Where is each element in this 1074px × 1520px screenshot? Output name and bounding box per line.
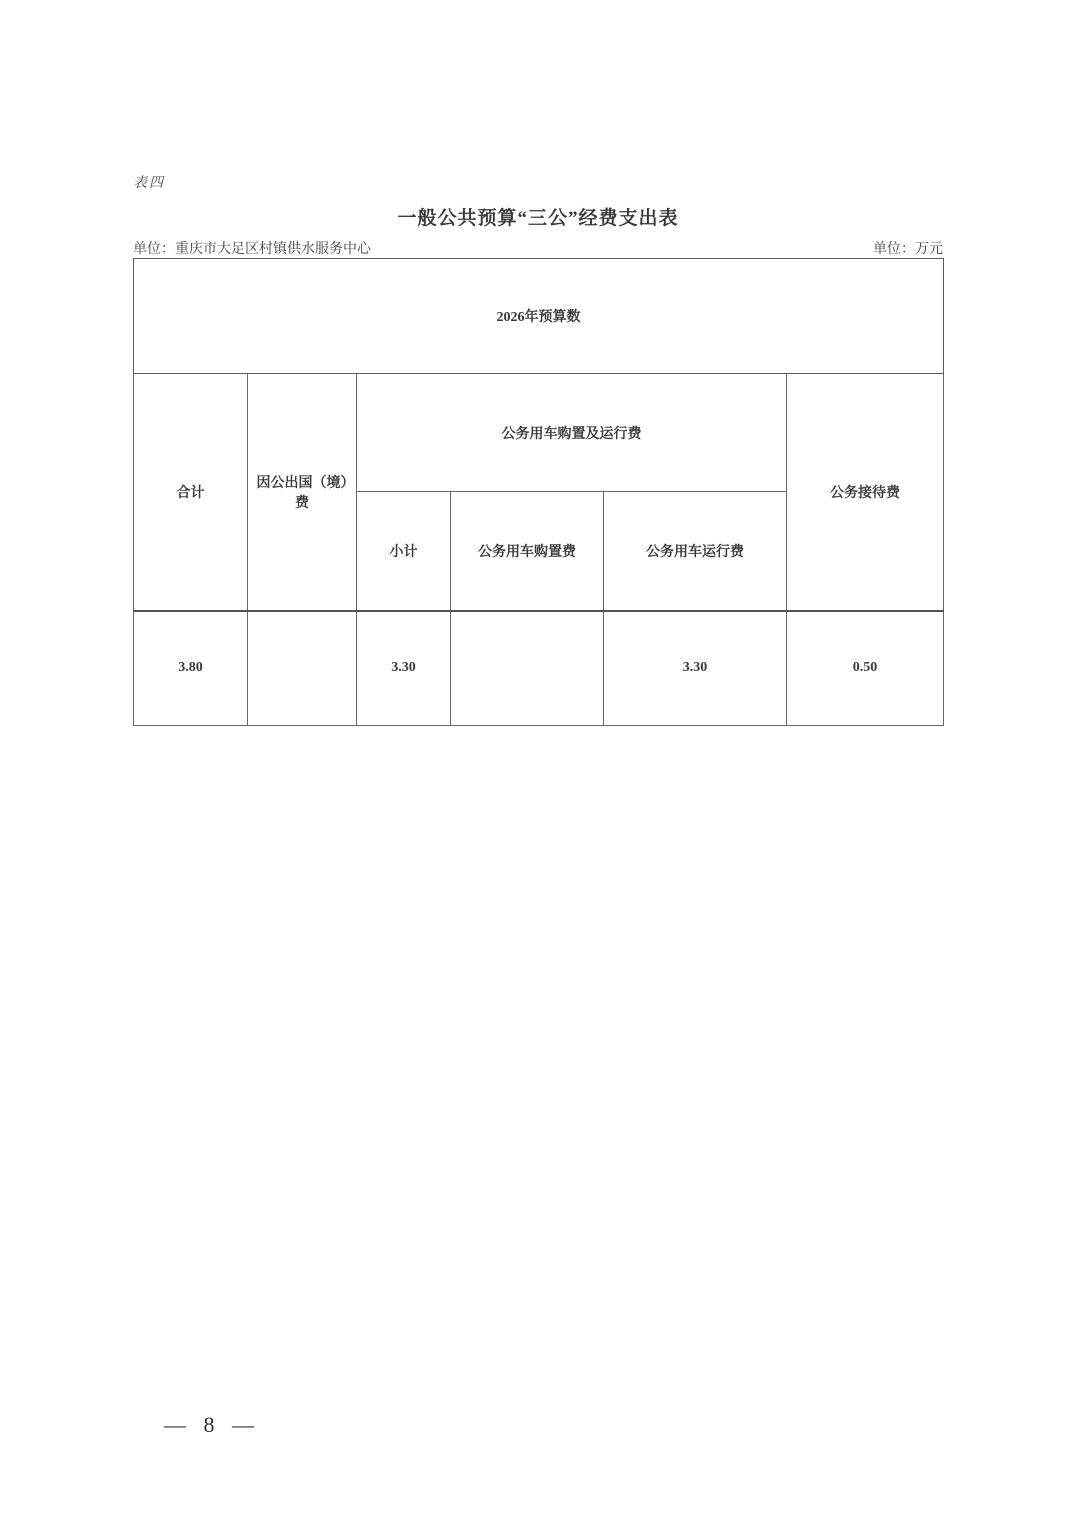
- data-cell-total: 3.80: [134, 611, 248, 726]
- header-cell-vehicle-subtotal: 小计: [357, 492, 451, 611]
- header-cell-vehicle-operation: 公务用车运行费: [604, 492, 787, 611]
- page-title: 一般公共预算“三公”经费支出表: [397, 208, 679, 229]
- data-cell-reception: 0.50: [787, 611, 944, 726]
- meta-row: [133, 238, 943, 258]
- currency-unit-label: 单位：万元: [873, 242, 943, 257]
- data-cell-abroad: [248, 611, 357, 726]
- org-unit-label: 单位：重庆市大足区村镇供水服务中心: [133, 242, 371, 257]
- header-cell-reception: 公务接待费: [787, 374, 944, 611]
- page-number: — 8 —: [164, 1412, 260, 1437]
- data-cell-vehicle-operation: 3.30: [604, 611, 787, 726]
- data-cell-vehicle-purchase: [451, 611, 604, 726]
- header-cell-abroad: 因公出国（境）费: [248, 374, 357, 611]
- header-cell-vehicle-purchase: 公务用车购置费: [451, 492, 604, 611]
- header-cell-total: 合计: [134, 374, 248, 611]
- data-cell-vehicle-subtotal: 3.30: [357, 611, 451, 726]
- year-header-cell: 2026年预算数: [134, 259, 944, 374]
- table-number-label: 表四: [133, 176, 165, 191]
- header-cell-vehicle-group: 公务用车购置及运行费: [357, 374, 787, 492]
- three-public-expense-table: [133, 258, 944, 726]
